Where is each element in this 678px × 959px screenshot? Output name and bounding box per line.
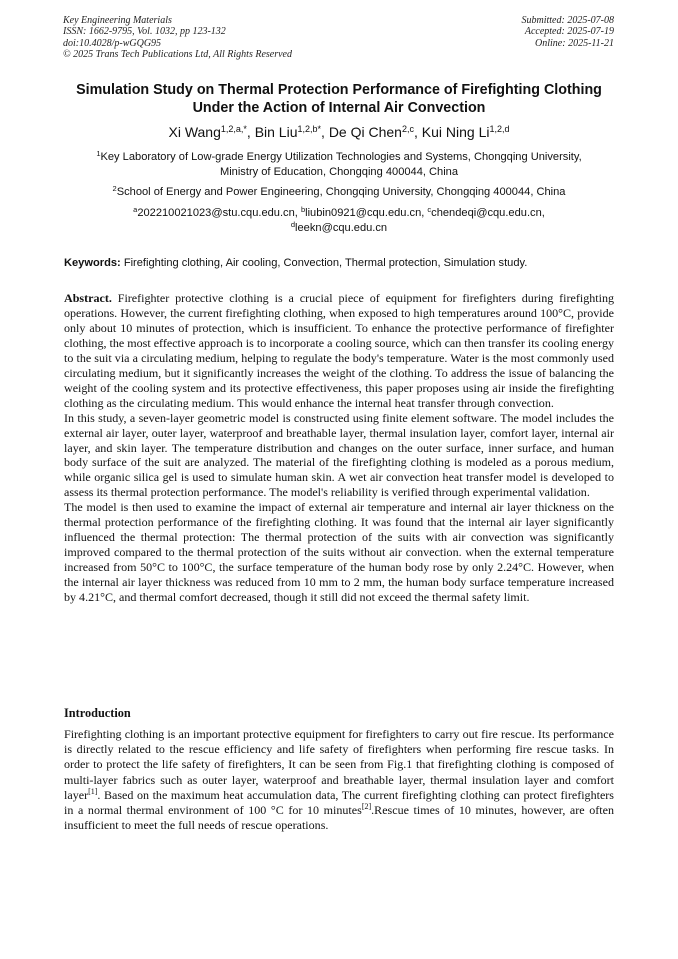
email-marker: a — [133, 205, 138, 214]
accepted-date: Accepted: 2025-07-19 — [524, 26, 614, 38]
citation-reference[interactable]: [1] — [88, 786, 98, 796]
affiliation-2 — [70, 185, 608, 200]
email-link[interactable]: chendeqi@cqu.edu.cn — [431, 207, 542, 219]
affiliation-text: Key Laboratory of Low-grade Energy Utilization Technologies and Systems, Chongqing University, Ministry of Education, Chongqing 400044, China — [100, 151, 582, 178]
keywords-text: Firefighting clothing, Air cooling, Convection, Thermal protection, Simulation study. — [123, 257, 528, 269]
author-name: Bin Liu — [254, 124, 298, 140]
abstract-paragraph — [64, 291, 614, 411]
author-name: Kui Ning Li — [421, 124, 490, 140]
journal-header — [63, 15, 292, 60]
copyright: © 2025 Trans Tech Publications Ltd, All Rights Reserved — [63, 48, 292, 60]
email-marker: d — [290, 220, 296, 229]
author-list: Xi Wang$^{1,2,a,*}$, Bin Liu$^{1,2,b*}$, De Qi Chen$^{2,c}$, Kui Ning Li$^{1,2,d}$ — [168, 124, 510, 140]
section-heading-introduction: Introduction — [64, 706, 131, 720]
intro-text: Firefighting clothing is an important protective equipment for firefighters to carry out fire rescue. Its performance is directly related to the rescue efficiency and life safety of firefighters when performing fire rescue tasks. In order to protect the life safety of firefighters, It can be seen from Fig.1 that firefighting clothing is composed of multi-layer fabrics such as outer layer, waterproof and breathable layer, thermal insulation layer and comfort layer — [64, 727, 614, 802]
abstract-paragraph: In this study, a seven-layer geometric model is constructed using finite element software. The model includes the external air layer, outer layer, waterproof and breathable layer, thermal insulation layer, comfort layer, internal air layer, and skin layer. The temperature distribution and changes on the outer surface, inner surface, and human body surface of the suit are analyzed. The material of the firefighting clothing is modeled as a porous medium, while organic silica gel is used to simulate human skin. A wet air convection heat transfer model is developed to assess its thermal protection performance. The model's reliability is verified through experimental validation. — [64, 410, 614, 500]
affiliation-marker: 2 — [112, 184, 117, 193]
abstract-label: Abstract. — [64, 291, 112, 305]
author-affiliation-marker: 1,2,b* — [297, 124, 322, 134]
author-name: De Qi Chen — [328, 124, 402, 140]
doi[interactable]: doi:10.4028/p-wGQG95 — [63, 37, 162, 49]
abstract-paragraph: The model is then used to examine the impact of external air temperature and internal air layer thickness on the thermal protection performance of the firefighting clothing. It was found that the internal air layer significantly influenced the thermal protection: The thermal protection of the suits with air convection was significantly improved compared to the thermal protection of the suits without air convection. when the external temperature increased from 50°C to 100°C, the surface temperature of the human body rose by only 2.24°C. However, when the internal air layer thickness was reduced from 10 mm to 2 mm, the human body surface temperature increased by 4.21°C, and thermal comfort decreased, though it still did not exceed the thermal safety limit. — [64, 500, 614, 605]
journal-name: Key Engineering Materials — [63, 15, 172, 26]
submitted-date: Submitted: 2025-07-08 — [521, 15, 614, 26]
paper-title: Simulation Study on Thermal Protection Performance of Firefighting Clothing Under the Action of Internal Air Convection — [76, 82, 602, 116]
email-marker: b — [300, 205, 306, 214]
intro-text: . Based on the maximum heat accumulation data, The current firefighting clothing can protect firefighters in a normal thermal environment of 100 °C for 10 minutes — [64, 787, 614, 818]
affiliation-1 — [84, 150, 594, 180]
author-name: Xi Wang — [168, 124, 221, 140]
abstract-text: Firefighter protective clothing is a crucial piece of equipment for firefighters during firefighting operations. However, the current firefighting clothing, when exposed to high temperatures around 100°C, provide only about 10 minutes of protection, which is insufficient. To enhance the protective performance of firefighter clothing, the most effective approach is to incorporate a cooling source, which can then transfer its cooling energy to the suit via a circulating medium, helping to regulate the body's temperature. Water is the most commonly used circulating medium, but it significantly increases the weight of the clothing. To address the issue of balancing the weight of the cooling system and its protective effectiveness, this paper proposes using air inside the firefighting clothing as the circulating medium. This would enhance the internal heat transfer through convection. — [64, 291, 614, 410]
intro-text: .Rescue times of 10 minutes, however, are often insufficient to meet the full needs of rescue operations. — [64, 803, 615, 833]
email-link[interactable]: liubin0921@cqu.edu.cn — [305, 207, 422, 219]
keywords — [64, 256, 614, 271]
keywords-label: Keywords: — [64, 257, 121, 269]
issn: ISSN: 1662-9795, Vol. 1032, pp 123-132 — [63, 26, 226, 38]
citation-reference[interactable]: [2] — [361, 802, 372, 812]
dates-header — [522, 15, 615, 49]
affiliation-text: School of Energy and Power Engineering, Chongqing University, Chongqing 400044, China — [116, 186, 566, 198]
abstract — [64, 291, 614, 605]
affiliation-marker: 1 — [96, 149, 101, 158]
author-affiliation-marker: 2,c — [401, 124, 414, 134]
email-link[interactable]: 202210021023@stu.cqu.edu.cn — [137, 207, 295, 219]
introduction-paragraph — [64, 727, 614, 833]
email-marker: c — [427, 205, 432, 214]
author-affiliation-marker: 1,2,d — [489, 124, 510, 134]
author-affiliation-marker: 1,2,a,* — [220, 124, 247, 134]
email-link[interactable]: leekn@cqu.edu.cn — [295, 222, 388, 234]
introduction-body — [64, 727, 614, 833]
author-emails: $^a$202210021023@stu.cqu.edu.cn, $^b$liubin0921@cqu.edu.cn, $^c$chendeqi@cqu.edu.cn, $^d$leekn@cqu.edu.cn — [133, 205, 545, 234]
online-date: Online: 2025-11-21 — [535, 37, 614, 49]
